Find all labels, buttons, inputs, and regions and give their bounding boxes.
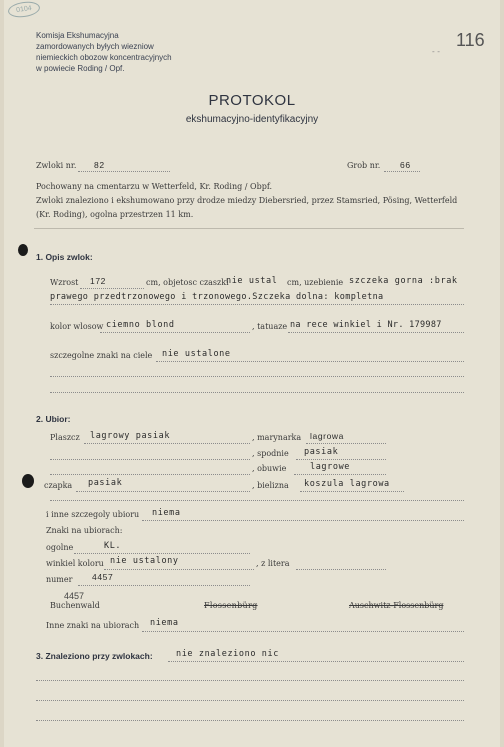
spodnie-label: , spodnie xyxy=(252,449,289,458)
winkiel-value: nie ustalony xyxy=(110,556,179,566)
found-value: nie znaleziono nic xyxy=(176,649,279,659)
wlosy-label: kolor wlosow xyxy=(50,322,104,331)
uzebienie-value: szczeka gorna :brak xyxy=(349,276,458,286)
numer-field-line xyxy=(78,585,250,586)
inne-value: niema xyxy=(152,508,181,518)
empty-line xyxy=(50,459,250,460)
section-1-heading: 1. Opis zwlok: xyxy=(36,252,93,262)
wzrost-label: Wzrost xyxy=(50,278,79,287)
note-number: 4457 xyxy=(64,591,85,601)
obuwie-label: , obuwie xyxy=(252,464,287,473)
empty-line xyxy=(36,700,464,701)
page-number: 116 xyxy=(456,30,485,50)
note-struck-flossenburg: Flossenbürg xyxy=(204,601,258,610)
inne-znaki-field-line xyxy=(142,631,464,632)
bielizna-label: , bielizna xyxy=(252,481,289,490)
ink-blot xyxy=(22,474,34,488)
ogolne-value: KL. xyxy=(104,541,122,551)
inne-znaki-value: niema xyxy=(150,618,179,628)
uzebienie-cont-line xyxy=(50,304,464,305)
grob-label: Grob nr. xyxy=(347,161,381,170)
litera-field-line xyxy=(296,569,386,570)
obuwie-field-line xyxy=(294,474,386,475)
znaki-value: nie ustalone xyxy=(162,349,231,359)
tatuaze-field-line xyxy=(288,332,464,333)
uzebienie-cont: prawego przedtrzonowego i trzonowego.Szczeka dolna: kompletna xyxy=(50,292,384,302)
wlosy-value: ciemno blond xyxy=(106,320,175,330)
document-subtitle: ekshumacyjno-identyfikacyjny xyxy=(185,114,319,125)
ogolne-label: ogolne xyxy=(46,543,74,552)
obuwie-value: lagrowe xyxy=(310,462,351,472)
note-buchenwald: Buchenwald xyxy=(50,601,100,610)
ink-blot xyxy=(18,244,28,256)
tatuaze-label: , tatuaze xyxy=(252,322,288,331)
czapka-label: czapka xyxy=(44,481,73,490)
wlosy-field-line xyxy=(100,332,250,333)
wzrost-field-line xyxy=(80,288,144,289)
czapka-value: pasiak xyxy=(88,478,123,488)
empty-line xyxy=(50,392,464,393)
divider xyxy=(34,228,464,229)
zwloki-label: Zwloki nr. xyxy=(36,161,77,170)
numer-label: numer xyxy=(46,575,73,584)
plaszcz-field-line xyxy=(84,443,250,444)
burial-place: Pochowany na cmentarzu w Wetterfeld, Kr. Roding / Obpf. xyxy=(36,182,273,191)
winkiel-field-line xyxy=(104,569,254,570)
commission-line: w powiecie Roding / Opf. xyxy=(36,64,125,73)
bielizna-value: koszula lagrowa xyxy=(304,479,390,489)
section-2-heading: 2. Ubior: xyxy=(36,414,71,424)
inne-label: i inne szczegoly ubioru xyxy=(46,510,140,519)
grob-value: 66 xyxy=(400,160,411,170)
commission-line: Komisja Ekshumacyjna xyxy=(36,31,119,40)
empty-line xyxy=(36,680,464,681)
znaki-ubiorach-label: Znaki na ubiorach: xyxy=(46,526,123,535)
cm-label: cm, objetosc czaszki xyxy=(146,278,229,287)
bielizna-field-line xyxy=(300,491,404,492)
winkiel-label: winkiel koloru xyxy=(46,559,104,568)
protocol-page xyxy=(4,0,500,747)
section-3-heading: 3. Znaleziono przy zwlokach: xyxy=(36,651,153,661)
empty-line xyxy=(36,720,464,721)
numer-value: 4457 xyxy=(92,572,114,582)
tatuaze-value: na rece winkiel i Nr. 179987 xyxy=(290,320,442,330)
marynarka-value: lagrowa xyxy=(310,431,344,441)
grob-field-line xyxy=(384,171,420,172)
archive-stamp: 0104 xyxy=(7,0,41,19)
czapka-field-line xyxy=(76,491,250,492)
commission-line: zamordowanych byłych wiezniow xyxy=(36,42,154,51)
found-route-cont: (Kr. Roding), ogolna przestrzen 11 km. xyxy=(36,210,194,219)
commission-line: niemieckich obozow koncentracyjnych xyxy=(36,53,172,62)
found-field-line xyxy=(168,661,464,662)
dash-mark: - - xyxy=(432,47,440,56)
plaszcz-value: lagrowy pasiak xyxy=(90,431,171,441)
spodnie-field-line xyxy=(296,459,386,460)
document-title: PROTOKOL xyxy=(208,92,296,109)
uzebienie-label: cm, uzebienie xyxy=(287,278,344,287)
empty-line xyxy=(50,376,464,377)
znaki-field-line xyxy=(156,361,464,362)
empty-line xyxy=(50,500,464,501)
litera-label: , z litera xyxy=(256,559,290,568)
zwloki-field-line xyxy=(78,171,170,172)
inne-znaki-label: Inne znaki na ubiorach xyxy=(46,621,140,630)
spodnie-value: pasiak xyxy=(304,447,339,457)
marynarka-label: , marynarka xyxy=(252,433,302,442)
inne-field-line xyxy=(142,520,464,521)
czaszka-value: nie ustal xyxy=(226,276,278,286)
plaszcz-label: Plaszcz xyxy=(50,433,80,442)
wzrost-value: 172 xyxy=(90,276,106,286)
note-struck-auschwitz: Auschwitz-Flossenbürg xyxy=(349,601,444,610)
marynarka-field-line xyxy=(306,443,386,444)
found-route: Zwloki znaleziono i ekshumowano przy drodze miedzy Diebersried, przez Stamsried, Pösing, Wetterfeld xyxy=(36,196,458,205)
zwloki-value: 82 xyxy=(94,160,105,170)
ogolne-field-line xyxy=(74,553,250,554)
empty-line xyxy=(50,474,250,475)
znaki-label: szczegolne znaki na ciele xyxy=(50,351,153,360)
